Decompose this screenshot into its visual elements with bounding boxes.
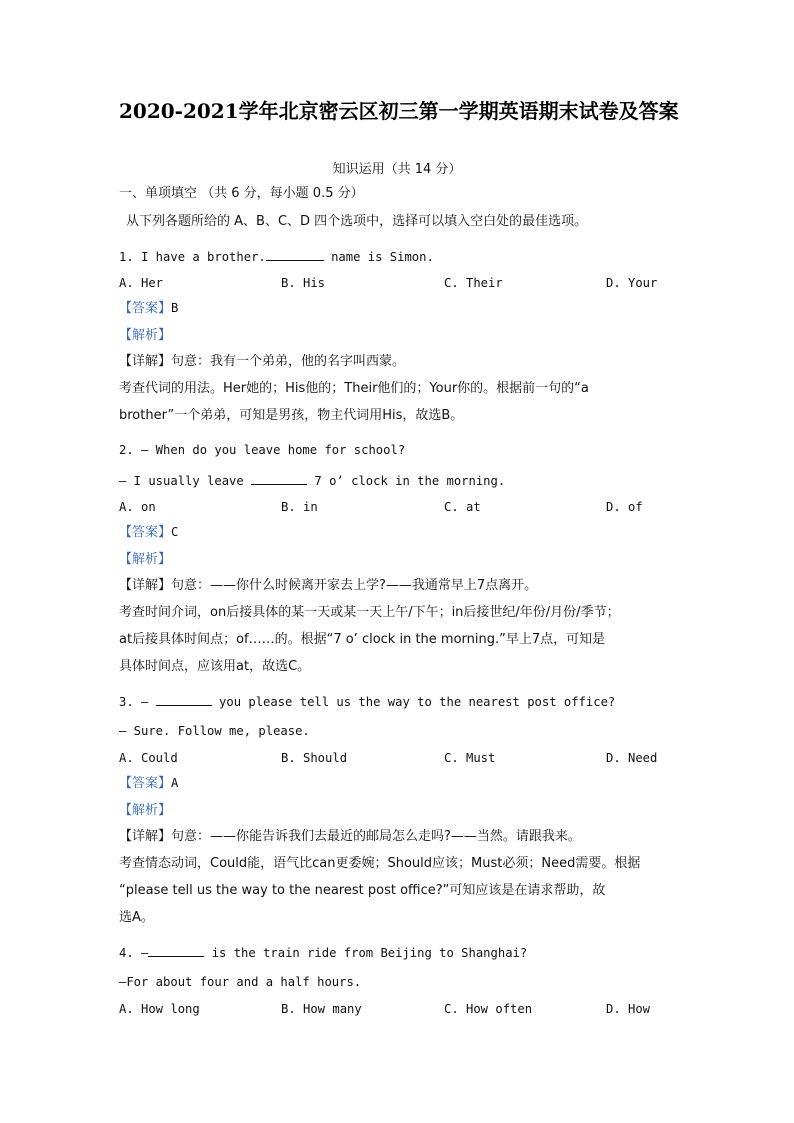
question-1-blank	[266, 248, 324, 261]
question-3-detail	[119, 829, 581, 845]
question-3-explanation-line-2: “please tell us the way to the nearest post office?”可知应该是在请求帮助，故	[119, 883, 606, 898]
question-1-detail	[119, 354, 405, 370]
question-4-option-a: A. How long	[119, 1002, 200, 1016]
instructions: 从下列各题所给的 A、B、C、D 四个选项中，选择可以填入空白处的最佳选项。	[126, 214, 588, 229]
question-2-analysis	[119, 551, 171, 568]
detail-label: 【详解】	[119, 829, 172, 844]
question-3-answer-value: A	[171, 776, 179, 790]
answer-label: 【答案】	[119, 525, 172, 540]
question-1-option-a: A. Her	[119, 276, 164, 290]
question-2-explanation-line-2: at后接具体时间点；of……的。根据“7 o’ clock in the morning.”早上7点，可知是	[119, 632, 606, 647]
question-1-stem	[119, 248, 434, 265]
question-3-option-a: A. Could	[119, 751, 178, 765]
question-3-blank	[156, 693, 212, 706]
question-4-stem	[119, 944, 527, 961]
answer-label: 【答案】	[119, 301, 172, 316]
question-2-blank	[251, 472, 307, 485]
detail-label: 【详解】	[119, 578, 172, 593]
question-3-detail-text: 句意：——你能告诉我们去最近的邮局怎么走吗?——当然。请跟我来。	[171, 829, 581, 844]
question-3-line-2: — Sure. Follow me, please.	[119, 724, 310, 738]
question-2-line-1: 2. — When do you leave home for school?	[119, 443, 406, 457]
question-3-stem-before: 3. —	[119, 695, 156, 709]
question-3-analysis	[119, 802, 171, 819]
analysis-label: 【解析】	[119, 552, 172, 567]
question-2-stem-before: — I usually leave	[119, 474, 252, 488]
question-3-explanation-line-1: 考查情态动词，Could能，语气比can更委婉；Should应该；Must必须；Need需要。根据	[119, 856, 641, 871]
question-3-stem-after: you please tell us the way to the nearest post office?	[211, 695, 616, 709]
question-4-stem-after: is the train ride from Beijing to Shanghai?	[204, 946, 528, 960]
question-3-stem	[119, 693, 615, 710]
question-4-option-c: C. How often	[444, 1002, 533, 1016]
question-4-stem-before: 4. —	[119, 946, 149, 960]
question-1-answer-value: B	[171, 301, 179, 315]
document-title: 2020-2021学年北京密云区初三第一学期英语期末试卷及答案	[119, 99, 679, 123]
question-3-explanation-line-3: 选A。	[119, 910, 154, 925]
question-1-stem-after: name is Simon.	[323, 250, 434, 264]
question-3-option-c: C. Must	[444, 751, 496, 765]
question-3-option-b: B. Should	[281, 751, 348, 765]
question-2-answer	[119, 524, 178, 541]
question-2-answer-value: C	[171, 525, 179, 539]
question-2-explanation-line-3: 具体时间点，应该用at，故选C。	[119, 659, 311, 674]
question-1-analysis	[119, 327, 171, 344]
part-heading: 一、单项填空 （共 6 分，每小题 0.5 分）	[119, 186, 364, 201]
question-2-option-a: A. on	[119, 500, 156, 514]
question-4-blank	[148, 944, 204, 957]
detail-label: 【详解】	[119, 354, 172, 369]
question-4-option-b: B. How many	[281, 1002, 362, 1016]
question-1-answer	[119, 300, 178, 317]
question-3-answer	[119, 775, 178, 792]
section-title: 知识运用（共 14 分）	[332, 162, 462, 177]
question-2-detail-text: 句意：——你什么时候离开家去上学?——我通常早上7点离开。	[171, 578, 538, 593]
question-1-explanation-line-1: 考查代词的用法。Her她的；His他的；Their他们的；Your你的。根据前一句的“a	[119, 381, 589, 396]
question-4-line-2: —For about four and a half hours.	[119, 975, 362, 989]
question-2-option-b: B. in	[281, 500, 318, 514]
question-2-option-d: D. of	[606, 500, 643, 514]
question-1-stem-before: 1. I have a brother.	[119, 250, 266, 264]
question-2-detail	[119, 578, 537, 594]
question-4-option-d: D. How	[606, 1002, 651, 1016]
question-1-option-b: B. His	[281, 276, 326, 290]
question-2-explanation-line-1: 考查时间介词，on后接具体的某一天或某一天上午/下午；in后接世纪/年份/月份/季节；	[119, 605, 620, 620]
question-1-explanation-line-2: brother”一个弟弟，可知是男孩，物主代词用His，故选B。	[119, 408, 464, 423]
question-1-option-c: C. Their	[444, 276, 503, 290]
question-1-option-d: D. Your	[606, 276, 658, 290]
question-3-option-d: D. Need	[606, 751, 658, 765]
answer-label: 【答案】	[119, 776, 172, 791]
question-2-stem	[119, 472, 505, 489]
question-1-detail-text: 句意：我有一个弟弟，他的名字叫西蒙。	[171, 354, 406, 369]
question-2-option-c: C. at	[444, 500, 481, 514]
analysis-label: 【解析】	[119, 803, 172, 818]
question-2-stem-after: 7 o’ clock in the morning.	[307, 474, 506, 488]
analysis-label: 【解析】	[119, 328, 172, 343]
